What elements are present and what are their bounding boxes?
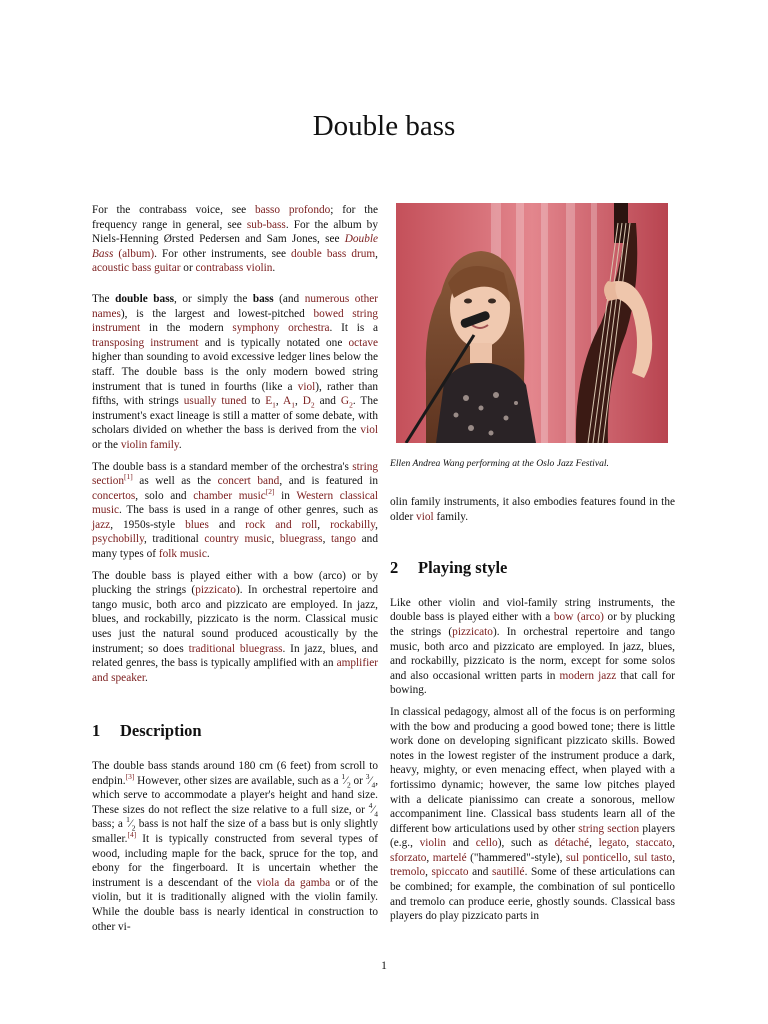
link-bowed-string-instrument[interactable]: bowed string instrument — [92, 307, 378, 335]
text: or of the violin, but it is traditionally aligned with the violin family. While the double bass is nearly identical in construction to other vi- — [92, 876, 378, 933]
octave-subscript: 1 — [272, 400, 276, 410]
link-contrabass-violin[interactable]: contrabass violin — [195, 262, 273, 275]
text: . — [206, 548, 210, 561]
link-folk-music[interactable]: folk music — [158, 548, 207, 561]
left-eye — [464, 299, 472, 304]
citation-2[interactable]: [2] — [265, 486, 275, 496]
text: . Some of these articulations can be combined; for example, the combination of sul ponticello and tremolo can produce eerie, ghostly sounds. Classical bass players do play pizzicato parts in — [390, 866, 675, 923]
link-sub-bass[interactable]: sub-bass — [246, 218, 286, 231]
link-tremolo[interactable]: tremolo — [390, 866, 426, 879]
text: and is typically notated one — [198, 336, 349, 349]
link-traditional-bluegrass[interactable]: traditional bluegrass — [188, 642, 283, 655]
link-concertos[interactable]: concertos — [92, 489, 136, 502]
figure-photo[interactable] — [396, 203, 668, 443]
numerator: 3 — [365, 771, 370, 781]
denominator: 2 — [131, 823, 136, 833]
hatnote — [92, 203, 378, 276]
text: players (e.g., — [390, 822, 676, 850]
note-name: D — [302, 395, 311, 408]
section-heading-description — [92, 721, 378, 741]
text: , which serve to accommodate a player's height and hand size. These sizes do not reflect the size relative to a full size, or — [92, 774, 379, 816]
link-amplifier-and-speaker[interactable]: amplifier and speaker — [92, 657, 378, 684]
link-transposing-instrument[interactable]: transposing instrument — [92, 336, 199, 349]
text: higher than sounding to avoid excessive ledger lines below the staff. The double bass is the only modern bowed string instrument that is tuned in fourths (like a — [92, 351, 378, 393]
link-violin-family[interactable]: violin family — [120, 438, 179, 451]
text: in the modern — [140, 322, 233, 335]
link-note-g2[interactable] — [340, 395, 353, 410]
text: or the — [92, 438, 121, 451]
link-rock-and-roll[interactable]: rock and roll — [245, 518, 318, 531]
figure-caption: Ellen Andrea Wang performing at the Oslo Jazz Festival. — [390, 458, 609, 469]
link-note-d2[interactable] — [302, 395, 315, 410]
page-title: Double bass — [312, 110, 456, 142]
text: For the contrabass voice, see — [92, 204, 255, 216]
text: as well as the — [132, 475, 218, 488]
link-acoustic-bass-guitar[interactable]: acoustic bass guitar — [92, 262, 181, 275]
text: . For other instruments, see — [154, 247, 292, 260]
link-sforzato[interactable]: sforzato — [390, 851, 427, 864]
text: . The instrument's exact lineage is still a matter of some debate, with scholars divided on whether the bass is derived from the — [92, 395, 378, 437]
text: , — [322, 533, 331, 546]
link-cello[interactable]: cello — [475, 837, 498, 850]
citation-1[interactable]: [1] — [124, 472, 133, 482]
text: and — [314, 395, 341, 408]
link-concert-band[interactable]: concert band — [217, 475, 280, 488]
text: , and is featured in — [279, 475, 378, 488]
link-note-a1[interactable] — [283, 395, 295, 410]
text: and many types of — [92, 533, 378, 561]
spacer — [92, 283, 378, 292]
text: , — [627, 851, 635, 864]
link-string-section[interactable]: string section — [92, 460, 378, 488]
text: , — [626, 837, 636, 850]
numerator: 4 — [368, 801, 373, 811]
text: ), rather than fifths, with strings — [92, 380, 378, 408]
right-column — [390, 495, 675, 931]
citation-3[interactable]: [3] — [125, 771, 135, 781]
link-viol[interactable]: viol — [297, 380, 316, 393]
text: , — [589, 837, 599, 850]
text: or by plucking the strings ( — [390, 611, 675, 638]
bold-term: bass — [252, 292, 274, 305]
text: , — [271, 533, 280, 546]
fraction-half-2: $^1⁄_2$ — [126, 815, 136, 833]
text: , — [375, 518, 378, 531]
octave-subscript: 1 — [291, 400, 295, 410]
note-name: E — [265, 395, 273, 408]
description-continued — [390, 495, 675, 524]
text: Like other violin and viol-family string instruments, the double bass is played either with a — [390, 596, 675, 624]
text: ; for the frequency range in general, see — [92, 204, 378, 231]
note-name: A — [283, 395, 292, 408]
bold-term: double bass — [115, 292, 174, 305]
link-symphony-orchestra[interactable]: symphony orchestra — [232, 322, 330, 335]
text: olin family instruments, it also embodies features found in the older — [390, 496, 675, 523]
text: The double bass stands around 180 cm (6 feet) from scroll to endpin. — [92, 760, 378, 787]
text: The double bass is played either with a bow (arco) or by plucking the strings ( — [92, 569, 378, 597]
text: and — [468, 866, 492, 879]
text: , solo and — [135, 489, 194, 502]
text: The — [92, 292, 116, 305]
link-viol-2[interactable]: viol — [360, 424, 378, 437]
link-pizzicato-2[interactable]: pizzicato — [452, 625, 493, 638]
text: . For the album by Niels-Henning Ørsted Pedersen and Sam Jones, see — [92, 218, 378, 246]
text: . In jazz, blues, and related genres, the bass is typically amplified with an — [92, 642, 378, 670]
text: In classical pedagogy, almost all of the focus is on performing with the bow and producing a good bowed tone; there is little work done on developing significant pizzicato skills. Bowed notes in the lowest register of the instrument produce a dark, heavy, mighty, or even menacing effect, when played with a fortissimo dynamic; however, the same low pitches played with a delicate pianissimo can create a sonorous, mellow accompaniment line. Classical bass students learn all of the different bow articulations used by other — [390, 705, 675, 835]
intro-paragraph-3 — [92, 569, 378, 686]
text: or — [350, 774, 366, 787]
text: . — [145, 671, 148, 684]
text: to — [246, 395, 266, 408]
link-bluegrass[interactable]: bluegrass — [279, 533, 323, 546]
link-double-bass-drum[interactable]: double bass drum — [291, 247, 376, 260]
link-staccato[interactable]: staccato — [635, 837, 673, 850]
text: ). In orchestral repertoire and tango music, both arco and pizzicato are employed. In jazz, blues, and rockabilly, pizzicato is the norm. Classical music uses just the natural sound produced acoustically by the instrument; so does — [92, 584, 378, 655]
note-name: G — [340, 395, 350, 408]
text: . The bass is used in a range of other genres, such as — [119, 504, 378, 517]
section-number: 1 — [92, 721, 101, 741]
link-modern-jazz[interactable]: modern jazz — [559, 669, 617, 682]
octave-subscript: 2 — [310, 400, 315, 410]
fraction-half: $^1⁄_2$ — [341, 771, 351, 789]
link-martele[interactable]: martelé — [432, 851, 467, 864]
fraction-four-quarter: $^4⁄_4$ — [368, 801, 378, 819]
link-pizzicato[interactable]: pizzicato — [195, 584, 236, 597]
right-eye — [488, 299, 496, 304]
intro-paragraph-1 — [92, 292, 378, 453]
spacer — [92, 692, 378, 724]
link-rockabilly[interactable]: rockabilly — [330, 518, 376, 531]
link-viola-da-gamba[interactable]: viola da gamba — [256, 876, 331, 889]
text: and — [446, 837, 476, 850]
album-suffix: (album) — [113, 247, 155, 260]
text: , — [672, 837, 675, 850]
text: ("hammered"-style), — [466, 851, 566, 864]
octave-subscript: 2 — [349, 400, 353, 410]
text: , — [426, 851, 433, 864]
fraction-three-quarter: $^3⁄_4$ — [365, 771, 376, 789]
text: , — [375, 247, 378, 260]
text: . — [272, 262, 276, 275]
text: (and — [273, 292, 305, 305]
text: , — [425, 866, 432, 879]
link-basso-profondo[interactable]: basso profondo — [254, 204, 331, 216]
link-psychobilly[interactable]: psychobilly — [92, 533, 144, 546]
link-numerous-other-names[interactable]: numerous other names — [92, 292, 379, 320]
text: The double bass is a standard member of the orchestra's — [92, 460, 353, 473]
description-paragraph — [92, 759, 378, 934]
album-title: Double Bass — [92, 233, 378, 260]
link-chamber-music[interactable]: chamber music — [193, 489, 266, 502]
link-bow-arco[interactable]: bow (arco) — [553, 611, 604, 624]
text: bass is not half the size of a bass but is only slightly smaller. — [92, 818, 378, 845]
playing-style-paragraph-1 — [390, 596, 675, 698]
link-jazz[interactable]: jazz — [92, 518, 111, 531]
performer-photo — [396, 203, 668, 443]
section-title: Description — [120, 721, 202, 741]
link-blues[interactable]: blues — [185, 518, 209, 531]
spacer — [390, 531, 675, 561]
text: or — [180, 262, 196, 275]
link-spiccato[interactable]: spiccato — [431, 866, 469, 879]
link-country-music[interactable]: country music — [204, 533, 272, 546]
text: , or simply the — [174, 292, 253, 305]
link-legato[interactable]: legato — [598, 837, 627, 850]
section-heading-playing-style — [390, 558, 675, 578]
link-detache[interactable]: détaché — [554, 837, 590, 850]
link-string-section-2[interactable]: string section — [578, 822, 640, 835]
spacer — [390, 576, 675, 596]
text: ), such as — [497, 837, 555, 850]
text: , 1950s-style — [110, 518, 186, 531]
text: , traditional — [143, 533, 205, 546]
link-sautille[interactable]: sautillé — [491, 866, 525, 879]
playing-style-paragraph-2 — [390, 705, 675, 924]
link-western-classical-music[interactable]: Western classical music — [92, 489, 378, 517]
left-column — [92, 203, 378, 941]
text: bass; a — [92, 818, 127, 831]
link-usually-tuned[interactable]: usually tuned — [183, 395, 247, 408]
link-viol-3[interactable]: viol — [416, 510, 434, 523]
citation-4[interactable]: [4] — [127, 830, 137, 840]
text: . — [178, 438, 182, 451]
section-title: Playing style — [418, 558, 508, 578]
link-sul-ponticello[interactable]: sul ponticello — [565, 851, 628, 864]
spacer — [92, 739, 378, 759]
link-note-e1[interactable] — [265, 395, 276, 410]
text: , — [672, 851, 676, 864]
link-violin[interactable]: violin — [419, 837, 446, 850]
denominator: 4 — [374, 809, 378, 819]
text: It is typically constructed from several types of wood, including maple for the back, spruce for the top, and ebony for the fingerboard. It is uncertain whether the instrument is a descendant of the — [92, 832, 378, 889]
numerator: 1 — [341, 771, 346, 781]
page-number: 1 — [381, 960, 387, 972]
text: in — [274, 489, 297, 502]
text: ). In orchestral repertoire and tango music, both arco and pizzicato are employed. In jazz, blues, and rockabilly, pizzicato is the norm, except for some solos and also occasional written parts in — [390, 625, 675, 682]
intro-paragraph-2 — [92, 460, 378, 562]
neck — [470, 343, 492, 363]
denominator: 4 — [371, 779, 376, 789]
link-tango[interactable]: tango — [330, 533, 357, 546]
text: ), is the largest and lowest-pitched — [120, 307, 314, 320]
text: , — [275, 395, 284, 408]
section-number: 2 — [390, 558, 399, 578]
link-octave[interactable]: octave — [348, 336, 378, 349]
text: , — [317, 518, 331, 531]
text: that call for bowing. — [390, 669, 676, 697]
numerator: 1 — [126, 815, 130, 825]
text: family. — [433, 510, 469, 523]
text: However, other sizes are available, such as a — [134, 774, 342, 787]
denominator: 2 — [346, 779, 351, 789]
link-sul-tasto[interactable]: sul tasto — [634, 851, 673, 864]
text: and — [208, 518, 246, 531]
text: , — [294, 395, 303, 408]
text: . It is a — [329, 322, 379, 335]
